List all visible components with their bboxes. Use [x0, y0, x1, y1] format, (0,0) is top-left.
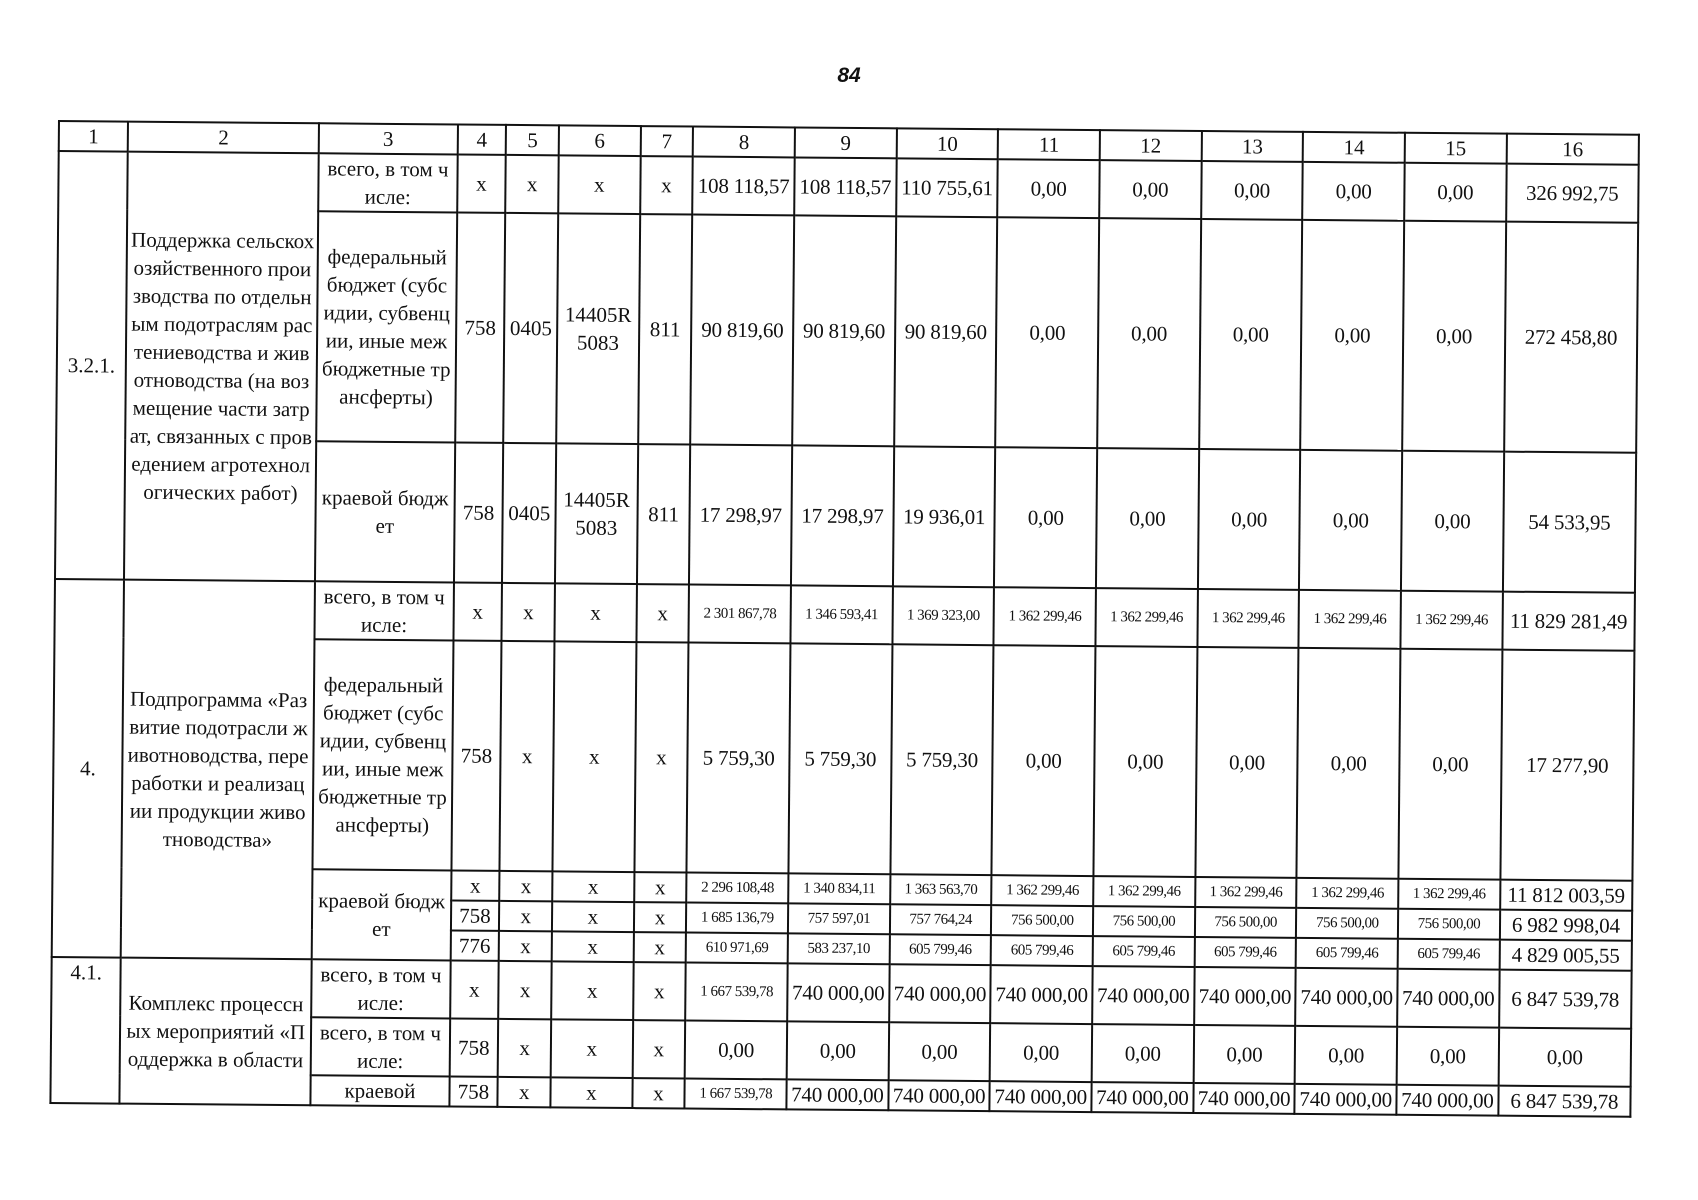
header-cell: 16 [1506, 134, 1639, 165]
amount-cell: 1 369 323,00 [892, 586, 994, 645]
amount-cell: 0,00 [990, 1023, 1092, 1082]
header-cell: 14 [1303, 132, 1405, 163]
table-row [54, 579, 1634, 651]
amount-cell: 0,00 [685, 1021, 787, 1080]
amount-cell: 0,00 [787, 1021, 889, 1080]
total-amount-cell: 54 533,95 [1503, 452, 1636, 593]
amount-cell: 0,00 [1397, 1027, 1499, 1086]
amount-cell: 0,00 [1195, 647, 1299, 878]
amount-cell: 1 340 834,11 [788, 873, 890, 904]
code-csr: x [555, 583, 637, 642]
code-csr: x [558, 155, 640, 214]
amount-cell: 90 819,60 [894, 216, 998, 447]
code-vr: x [640, 156, 693, 214]
amount-cell: 1 363 563,70 [890, 874, 992, 905]
amount-cell: 740 000,00 [1091, 1082, 1193, 1113]
row-number: 4.1. [50, 957, 120, 1104]
amount-cell: 605 799,46 [1296, 938, 1398, 969]
code-vr: x [632, 1078, 685, 1108]
amount-cell: 0,00 [1297, 648, 1401, 879]
funding-source: краевой бюджет [315, 441, 454, 582]
amount-cell: 740 000,00 [1396, 1085, 1498, 1116]
header-cell: 12 [1100, 130, 1202, 161]
amount-cell: 740 000,00 [888, 1080, 990, 1111]
amount-cell: 605 799,46 [1093, 936, 1195, 967]
funding-source: всего, в том числе: [315, 581, 454, 640]
amount-cell: 0,00 [1099, 160, 1201, 219]
amount-cell: 1 362 299,46 [1401, 591, 1503, 650]
code-grbs: 776 [450, 930, 499, 960]
code-rzpr: 0405 [504, 213, 559, 443]
code-csr: x [551, 1077, 633, 1108]
amount-cell: 1 362 299,46 [994, 587, 1096, 646]
code-grbs: 758 [450, 900, 499, 930]
amount-cell: 756 500,00 [991, 905, 1093, 936]
amount-cell: 583 237,10 [788, 933, 890, 964]
code-csr: x [552, 871, 634, 902]
budget-table [49, 120, 1640, 1118]
code-grbs: x [453, 582, 502, 640]
amount-cell: 90 819,60 [691, 215, 795, 446]
funding-source: всего, в том числе: [311, 959, 450, 1018]
amount-cell: 756 500,00 [1093, 906, 1195, 937]
total-amount-cell: 0,00 [1498, 1028, 1631, 1087]
amount-cell: 740 000,00 [1296, 968, 1398, 1027]
amount-cell: 605 799,46 [1398, 939, 1500, 970]
header-cell: 11 [998, 129, 1100, 160]
row-name: Подпрограмма «Развитие подотрасли животноводства, переработки и реализации продукции животноводства» [121, 580, 315, 960]
amount-cell: 1 362 299,46 [1398, 879, 1500, 910]
total-amount-cell: 326 992,75 [1506, 164, 1639, 223]
amount-cell: 0,00 [1092, 1024, 1194, 1083]
amount-cell: 0,00 [1094, 646, 1198, 877]
amount-cell: 5 759,30 [789, 643, 893, 874]
funding-source: федеральный бюджет (субсидии, субвенции, иные межбюджетные трансферты) [316, 211, 456, 442]
code-csr: x [551, 1019, 633, 1078]
amount-cell: 0,00 [1404, 163, 1506, 222]
amount-cell: 0,00 [1198, 449, 1301, 590]
code-vr: x [636, 584, 689, 642]
amount-cell: 1 667 539,78 [686, 963, 788, 1022]
amount-cell: 740 000,00 [1295, 1084, 1397, 1115]
code-rzpr: x [502, 583, 555, 641]
code-vr: x [633, 962, 686, 1020]
code-rzpr: x [500, 871, 553, 901]
code-grbs: 758 [455, 212, 506, 442]
amount-cell: 1 362 299,46 [1299, 590, 1401, 649]
amount-cell: 0,00 [996, 217, 1100, 448]
amount-cell: 605 799,46 [991, 935, 1093, 966]
code-vr: x [632, 1020, 685, 1078]
funding-source: всего, в том числе: [311, 1017, 450, 1076]
amount-cell: 1 362 299,46 [1197, 589, 1299, 648]
funding-source: всего, в том числе: [318, 153, 457, 212]
code-grbs: 758 [449, 1076, 498, 1106]
code-rzpr: x [498, 1077, 551, 1107]
code-vr: x [634, 872, 687, 902]
amount-cell: 1 346 593,41 [791, 585, 893, 644]
amount-cell: 605 799,46 [889, 934, 991, 965]
amount-cell: 2 301 867,78 [689, 585, 791, 644]
amount-cell: 740 000,00 [991, 965, 1093, 1024]
row-number: 4. [52, 579, 124, 958]
header-cell: 7 [640, 126, 693, 156]
amount-cell: 0,00 [1097, 218, 1201, 449]
amount-cell: 757 597,01 [788, 903, 890, 934]
header-cell: 1 [59, 121, 128, 152]
code-csr: x [552, 931, 634, 962]
amount-cell: 0,00 [1402, 221, 1506, 452]
header-cell: 13 [1201, 131, 1303, 162]
table-row [58, 151, 1638, 223]
code-vr: x [633, 932, 686, 962]
header-cell: 3 [319, 123, 458, 154]
row-name: Поддержка сельскохозяйственного производства по отдельным подотраслям растениеводства и животноводства (на возмещение части затрат, связанных с проведением агротехнологических работ) [124, 152, 319, 582]
amount-cell: 756 500,00 [1296, 908, 1398, 939]
code-csr: x [552, 901, 634, 932]
amount-cell: 1 362 299,46 [1195, 877, 1297, 908]
amount-cell: 0,00 [994, 447, 1097, 588]
code-grbs: 758 [451, 640, 502, 870]
amount-cell: 90 819,60 [792, 215, 896, 446]
amount-cell: 1 685 136,79 [686, 903, 788, 934]
amount-cell: 0,00 [1193, 1025, 1295, 1084]
amount-cell: 2 296 108,48 [687, 873, 789, 904]
header-cell: 10 [896, 128, 998, 159]
amount-cell: 0,00 [998, 159, 1100, 218]
total-amount-cell: 4 829 005,55 [1499, 940, 1632, 971]
total-amount-cell: 6 982 998,04 [1500, 910, 1633, 941]
amount-cell: 1 667 539,78 [685, 1079, 787, 1110]
amount-cell: 0,00 [1401, 451, 1504, 592]
total-amount-cell: 6 847 539,78 [1499, 970, 1632, 1029]
code-csr: x [551, 961, 633, 1020]
code-vr: 811 [638, 214, 693, 444]
amount-cell: 740 000,00 [1194, 967, 1296, 1026]
amount-cell: 0,00 [1199, 219, 1303, 450]
amount-cell: 0,00 [1303, 162, 1405, 221]
table-row [51, 957, 1631, 1029]
funding-source: краевой [311, 1075, 450, 1106]
header-cell: 9 [795, 127, 897, 158]
funding-source: краевой бюджет [312, 869, 451, 960]
header-cell: 4 [457, 124, 506, 154]
total-amount-cell: 17 277,90 [1500, 650, 1634, 881]
code-vr: x [634, 642, 689, 872]
code-grbs: x [451, 870, 500, 900]
amount-cell: 757 764,24 [890, 904, 992, 935]
amount-cell: 610 971,69 [686, 933, 788, 964]
amount-cell: 0,00 [992, 645, 1096, 876]
amount-cell: 756 500,00 [1195, 907, 1297, 938]
amount-cell: 740 000,00 [787, 963, 889, 1022]
amount-cell: 740 000,00 [990, 1081, 1092, 1112]
amount-cell: 740 000,00 [1193, 1083, 1295, 1114]
amount-cell: 740 000,00 [1397, 969, 1499, 1028]
amount-cell: 108 118,57 [693, 157, 795, 216]
amount-cell: 0,00 [1399, 649, 1503, 880]
amount-cell: 110 755,61 [896, 158, 998, 217]
code-grbs: 758 [449, 1018, 498, 1076]
total-amount-cell: 272 458,80 [1504, 222, 1638, 453]
header-cell: 8 [693, 127, 795, 158]
header-cell: 6 [559, 125, 641, 156]
total-amount-cell: 11 829 281,49 [1502, 592, 1635, 651]
amount-cell: 1 362 299,46 [1096, 588, 1198, 647]
amount-cell: 108 118,57 [794, 157, 896, 216]
code-csr: 14405R5083 [556, 213, 639, 444]
amount-cell: 5 759,30 [687, 643, 791, 874]
amount-cell: 5 759,30 [890, 644, 994, 875]
amount-cell: 17 298,97 [689, 445, 792, 586]
code-grbs: x [457, 154, 506, 212]
code-rzpr: x [499, 961, 552, 1019]
code-grbs: 758 [454, 442, 504, 582]
code-csr: x [553, 641, 636, 872]
code-rzpr: x [506, 155, 559, 213]
header-cell: 5 [506, 125, 559, 155]
amount-cell: 756 500,00 [1398, 909, 1500, 940]
amount-cell: 0,00 [1301, 220, 1405, 451]
total-amount-cell: 6 847 539,78 [1498, 1086, 1631, 1117]
header-cell: 15 [1405, 133, 1507, 164]
amount-cell: 1 362 299,46 [1093, 876, 1195, 907]
amount-cell: 0,00 [1201, 161, 1303, 220]
amount-cell: 740 000,00 [1092, 966, 1194, 1025]
row-number: 3.2.1. [55, 151, 128, 580]
amount-cell: 740 000,00 [889, 964, 991, 1023]
code-rzpr: x [500, 641, 555, 871]
total-amount-cell: 11 812 003,59 [1500, 880, 1633, 911]
page-number: 84 [837, 64, 861, 87]
code-rzpr: x [499, 901, 552, 931]
code-vr: x [633, 902, 686, 932]
header-cell: 2 [128, 122, 319, 154]
amount-cell: 1 362 299,46 [1297, 878, 1399, 909]
code-csr: 14405R5083 [555, 443, 638, 584]
code-rzpr: x [499, 931, 552, 961]
amount-cell: 605 799,46 [1194, 937, 1296, 968]
amount-cell: 0,00 [1295, 1026, 1397, 1085]
funding-source: федеральный бюджет (субсидии, субвенции, иные межбюджетные трансферты) [313, 639, 453, 870]
code-vr: 811 [636, 444, 690, 584]
amount-cell: 19 936,01 [893, 446, 996, 587]
code-grbs: x [450, 960, 499, 1018]
amount-cell: 740 000,00 [786, 1079, 888, 1110]
row-name: Комплекс процессных мероприятий «Поддержка в области [120, 958, 312, 1106]
amount-cell: 0,00 [1096, 448, 1199, 589]
amount-cell: 17 298,97 [791, 445, 894, 586]
code-rzpr: x [498, 1019, 551, 1077]
amount-cell: 1 362 299,46 [992, 875, 1094, 906]
amount-cell: 0,00 [888, 1022, 990, 1081]
code-rzpr: 0405 [502, 443, 556, 583]
amount-cell: 0,00 [1299, 450, 1402, 591]
